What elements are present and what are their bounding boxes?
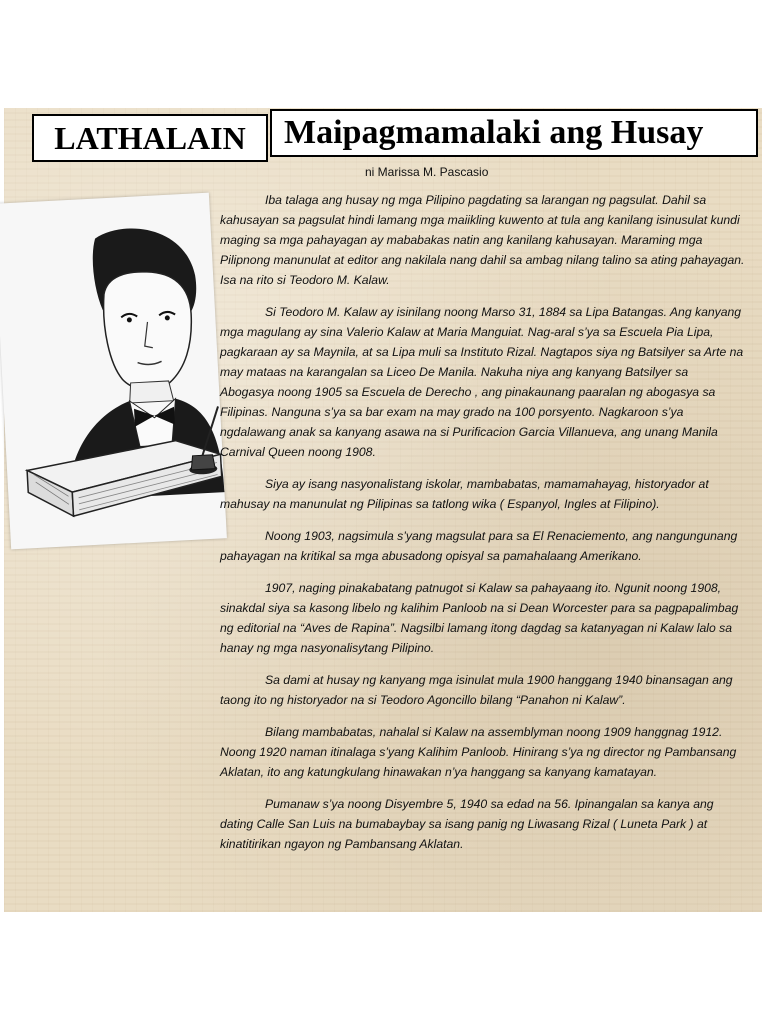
byline: ni Marissa M. Pascasio xyxy=(365,165,489,179)
article-title-text: Maipagmamalaki ang Husay xyxy=(284,114,704,151)
section-label-text: LATHALAIN xyxy=(54,119,246,156)
article-paragraph: Pumanaw s’ya noong Disyembre 5, 1940 sa edad na 56. Ipinangalan sa kanya ang dating Calle San Luis na bumabaybay sa isang panig ng Liwasang Rizal ( Luneta Park ) at kinatitirikan ngayon ng Pambansang Aklatan. xyxy=(220,797,714,851)
portrait-illustration xyxy=(0,193,227,550)
article-paragraph: Siya ay isang nasyonalistang iskolar, mambabatas, mamamahayag, historyador at mahusay na manunulat ng Pilipinas sa tatlong wika ( Espanyol, Ingles at Filipino). xyxy=(220,477,709,511)
article-paragraph: Si Teodoro M. Kalaw ay isinilang noong Marso 31, 1884 sa Lipa Batangas. Ang kanyang mga magulang ay sina Valerio Kalaw at Maria Manguiat. Nag-aral s’ya sa Escuela Pia Lipa, pagkaraan ay sa Maynila, at sa Lipa muli sa Instituto Rizal. Nagtapos siya ng Batsilyer sa Arte na may mataas na karangalan sa Liceo De Manila. Nakuha niya ang kanyang Batsilyer sa Abogasya noong 1905 sa Escuela de Derecho , ang pinakaunang paaralan ng abogasya sa Filipinas. Nanguna s’ya sa bar exam na may grado na 100 porsyento. Nagkaroon s’ya ngdalawang anak sa kanyang asawa na si Purificacion Garcia Villanueva, ang unang Manila Carnival Queen noong 1908. xyxy=(220,305,744,459)
article-paragraph: Noong 1903, nagsimula s’yang magsulat para sa El Renaciemento, ang nangungunang pahayagan na kritikal sa mga abusadong opisyal sa pamahalaang Amerikano. xyxy=(220,529,738,563)
article-paragraph: Bilang mambabatas, nahalal si Kalaw na assemblyman noong 1909 hanggnag 1912. Noong 1920 naman itinalaga s’yang Kalihim Panloob. Hinirang s’ya ng director ng Pambansang Aklatan, ito ang katungkulang hinawakan n’ya hanggang sa kanyang kamatayan. xyxy=(220,725,737,779)
portrait-drawing xyxy=(0,193,227,550)
article-paragraph: Iba talaga ang husay ng mga Pilipino pagdating sa larangan ng pagsulat. Dahil sa kahusayan sa pagsulat hindi lamang mga maiikling kuwento at tula ang kanilang isinusulat kundi maging sa mga pahayagan ay mababakas natin ang kanilang kahusayan. Maraming mga Pilipnong manunulat at editor ang nakilala nang dahil sa ambag nilang talino sa ating pahayagan. Isa na rito si Teodoro M. Kalaw. xyxy=(220,193,745,287)
section-label xyxy=(32,114,268,162)
article-title xyxy=(270,109,758,157)
article-body xyxy=(220,190,745,866)
article-paragraph: 1907, naging pinakabatang patnugot si Kalaw sa pahayaang ito. Ngunit noong 1908, sinakdal siya sa kasong libelo ng kalihim Panloob na si Dean Worcester para sa pagpapalimbag ng editorial na “Aves de Rapina”. Nagsilbi lamang itong dagdag sa katanyagan ni Kalaw lalo sa hanay ng mga nasyonalisytang Pilipino. xyxy=(220,581,739,655)
article-paragraph: Sa dami at husay ng kanyang mga isinulat mula 1900 hanggang 1940 binansagan ang taong ito ng historyador na si Teodoro Agoncillo bilang “Panahon ni Kalaw”. xyxy=(220,673,733,707)
